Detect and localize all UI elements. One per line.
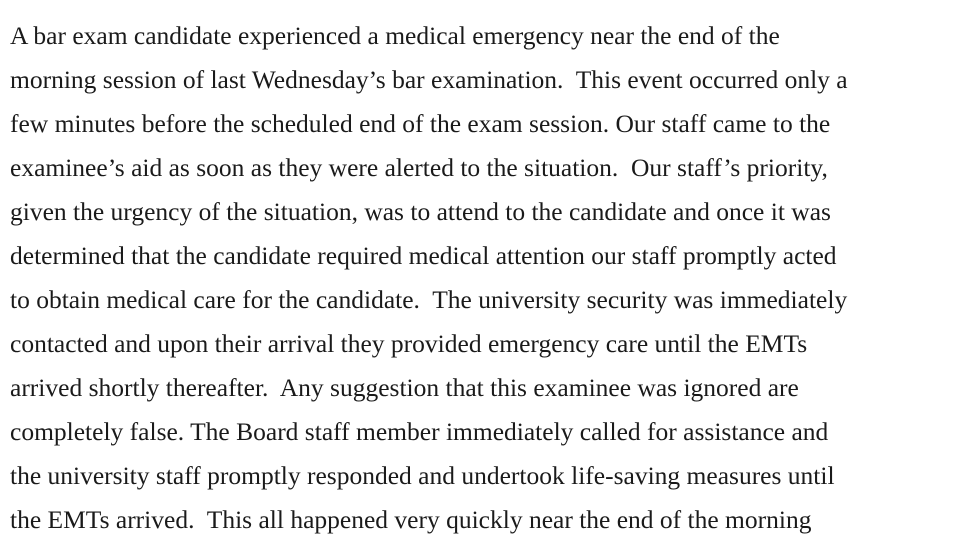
text-line: contacted and upon their arrival they provided emergency care until the EMTs <box>10 329 808 358</box>
text-line: given the urgency of the situation, was to attend to the candidate and once it was <box>10 197 831 226</box>
document-body <box>10 14 965 542</box>
text-line: the EMTs arrived. This all happened very quickly near the end of the morning <box>10 505 812 534</box>
text-line: morning session of last Wednesday’s bar examination. This event occurred only a <box>10 65 848 94</box>
text-line: completely false. The Board staff member immediately called for assistance and <box>10 417 829 446</box>
text-line: examinee’s aid as soon as they were alerted to the situation. Our staff’s priority, <box>10 153 828 182</box>
text-line: few minutes before the scheduled end of the exam session. Our staff came to the <box>10 109 831 138</box>
text-line: determined that the candidate required medical attention our staff promptly acted <box>10 241 837 270</box>
text-line: arrived shortly thereafter. Any suggestion that this examinee was ignored are <box>10 373 799 402</box>
text-line: the university staff promptly responded and undertook life-saving measures until <box>10 461 835 490</box>
text-line: A bar exam candidate experienced a medical emergency near the end of the <box>10 21 780 50</box>
text-line: to obtain medical care for the candidate. The university security was immediately <box>10 285 848 314</box>
